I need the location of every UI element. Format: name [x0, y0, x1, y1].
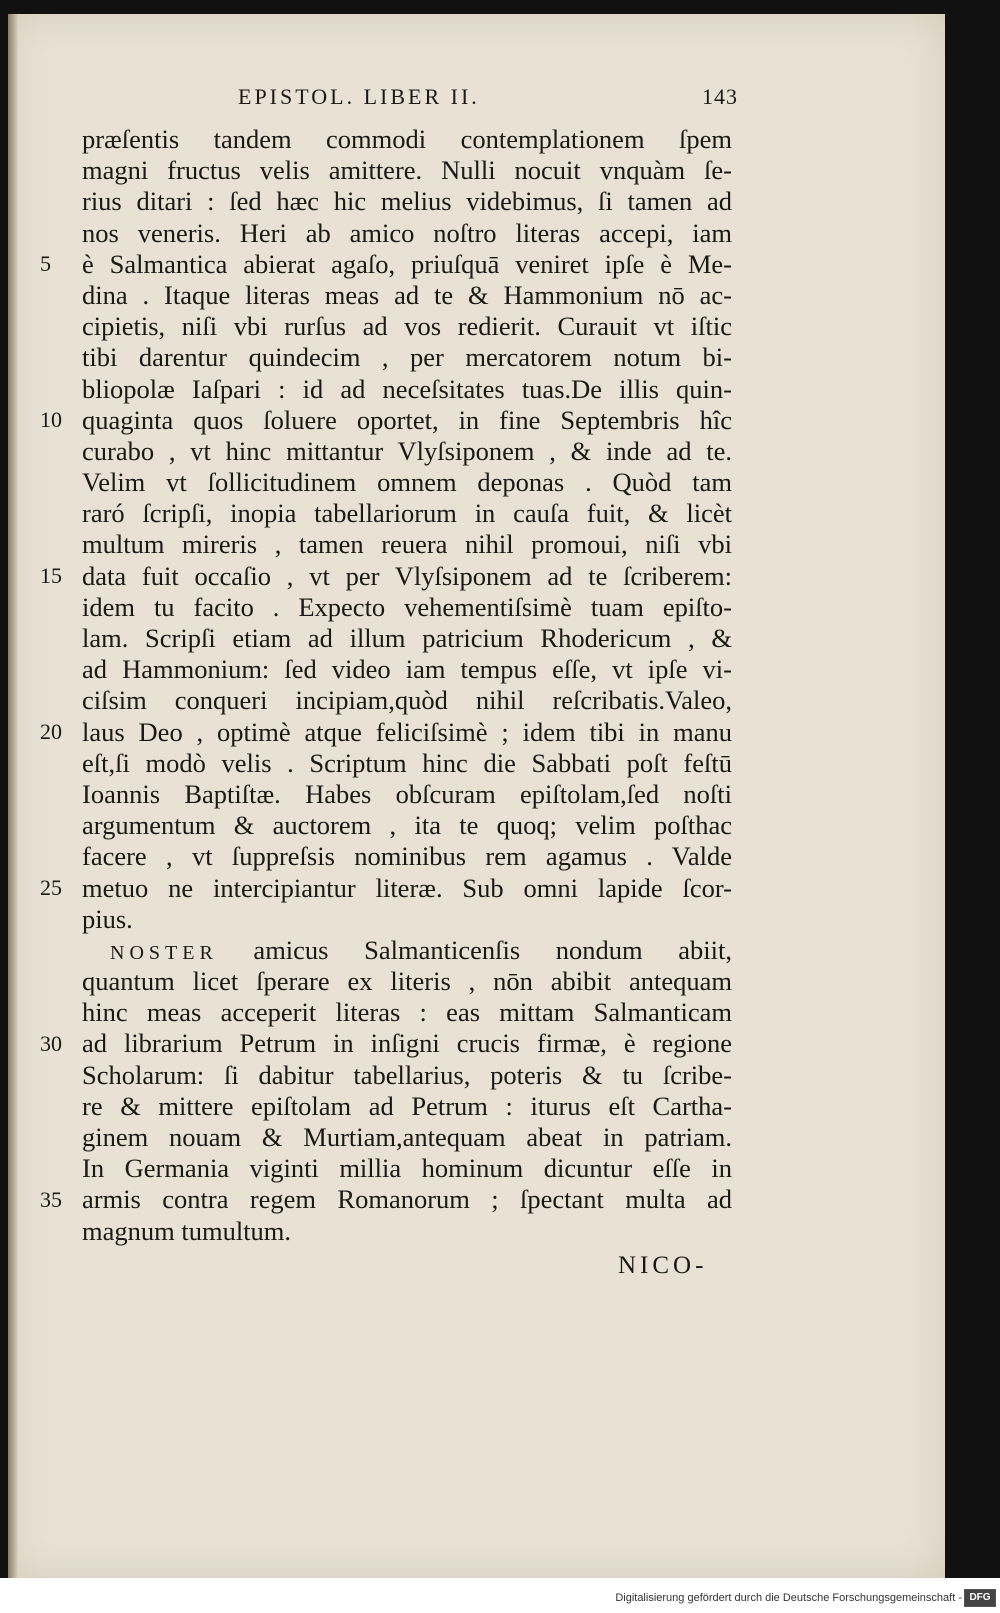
text-line: curabo , vt hinc mittantur Vlyſsiponem , & inde ad te.	[82, 435, 732, 466]
paragraph-2-first-line	[82, 935, 732, 966]
text-line: argumentum & auctorem , ita te quoq; velim poſthac	[82, 810, 732, 841]
footer-credit: Digitalisierung gefördert durch die Deutsche Forschungsgemeinschaft -	[615, 1592, 962, 1604]
text-line: eſt,ſi modò velis . Scriptum hinc die Sabbati poſt feſtū	[82, 747, 732, 778]
page-gutter	[8, 14, 18, 1578]
text-line: In Germania viginti millia hominum dicuntur eſſe in	[82, 1153, 732, 1184]
text-line: data fuit occaſio , vt per Vlyſsiponem ad te ſcriberem:	[82, 560, 732, 591]
text-line: re & mittere epiſtolam ad Petrum : iturus eſt Cartha-	[82, 1090, 732, 1121]
running-title: EPISTOL. LIBER II.	[238, 84, 480, 109]
footer-bar	[0, 1578, 1000, 1613]
line-number: 35	[40, 1187, 62, 1212]
text-line: rius ditari : ſed hæc hic melius videbimus, ſi tamen ad	[82, 186, 732, 217]
text-line: dina . Itaque literas meas ad te & Hammonium nō ac-	[82, 279, 732, 310]
text-line: bliopolæ Iaſpari : id ad neceſsitates tuas.De illis quin-	[82, 373, 732, 404]
line-number: 15	[40, 563, 62, 588]
text-line: tibi darentur quindecim , per mercatorem notum bi-	[82, 342, 732, 373]
text-line: raró ſcripſi, inopia tabellariorum in cauſa fuit, & licèt	[82, 498, 732, 529]
text-line: multum mireris , tamen reuera nihil promoui, niſi vbi	[82, 529, 732, 560]
text-line: Velim vt ſollicitudinem omnem deponas . Quòd tam	[82, 467, 732, 498]
line-number: 5	[40, 251, 51, 276]
paragraph-2-first-rest: amicus Salmanticenſis nondum abiit,	[217, 934, 732, 965]
line-number: 30	[40, 1031, 62, 1056]
text-line: metuo ne intercipiantur literæ. Sub omni lapide ſcor-	[82, 872, 732, 903]
paragraph-lead-word: NOSTER	[110, 941, 218, 964]
page-header	[238, 76, 738, 112]
text-line: magnum tumultum.	[82, 1215, 292, 1246]
text-line: magni fructus velis amittere. Nulli nocuit vnquàm ſe-	[82, 155, 732, 186]
body-text	[82, 124, 732, 1247]
text-line: è Salmantica abierat agaſo, priuſquā veniret ipſe è Me-	[82, 248, 732, 279]
text-line: præſentis tandem commodi contemplationem ſpem	[82, 124, 732, 154]
page-number: 143	[702, 84, 738, 109]
line-number: 10	[40, 407, 62, 432]
text-line: lam. Scripſi etiam ad illum patricium Rhodericum , &	[82, 623, 732, 653]
text-line: hinc meas acceperit literas : eas mittam Salmanticam	[82, 997, 732, 1028]
text-line: quaginta quos ſoluere oportet, in fine Septembris hîc	[82, 404, 732, 435]
text-line: Scholarum: ſi dabitur tabellarius, poteris & tu ſcribe-	[82, 1059, 732, 1090]
text-line: idem tu facito . Expecto vehementiſsimè tuam epiſto-	[82, 591, 732, 622]
text-line: quantum licet ſperare ex literis , nōn abibit antequam	[82, 966, 732, 997]
text-line: ginem nouam & Murtiam,antequam abeat in patriam.	[82, 1122, 732, 1152]
book-page	[8, 14, 945, 1578]
text-line: ciſsim conqueri incipiam,quòd nihil reſcribatis.Valeo,	[82, 685, 732, 716]
text-line: pius.	[82, 903, 133, 934]
text-line: ad Hammonium: ſed video iam tempus eſſe, vt ipſe vi-	[82, 654, 732, 685]
text-line: Ioannis Baptiſtæ. Habes obſcuram epiſtolam,ſed noſti	[82, 778, 732, 809]
text-line: ad librarium Petrum in inſigni crucis firmæ, è regione	[82, 1028, 732, 1059]
catchword: NICO-	[618, 1252, 708, 1279]
line-number: 20	[40, 719, 62, 744]
line-number: 25	[40, 875, 62, 900]
text-line: nos veneris. Heri ab amico noſtro literas accepi, iam	[82, 217, 732, 248]
text-line: facere , vt ſuppreſsis nominibus rem agamus . Valde	[82, 841, 732, 872]
text-line: laus Deo , optimè atque feliciſsimè ; idem tibi in manu	[82, 716, 732, 747]
text-line: cipietis, niſi vbi rurſus ad vos redierit. Curauit vt iſtic	[82, 311, 732, 342]
dfg-logo-icon: DFG	[964, 1589, 996, 1607]
text-line: armis contra regem Romanorum ; ſpectant multa ad	[82, 1184, 732, 1215]
